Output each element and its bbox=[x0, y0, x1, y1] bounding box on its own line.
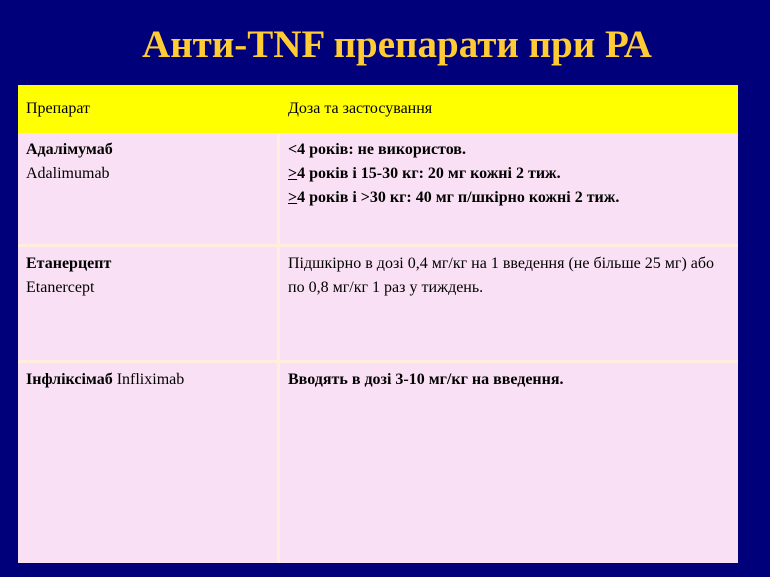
dose-line: <4 років: не використов. bbox=[288, 141, 466, 158]
table-row bbox=[18, 133, 738, 244]
drug-name-ua: Адалімумаб bbox=[26, 141, 113, 158]
dose-cell: Підшкірно в дозі 0,4 мг/кг на 1 введення (не більше 25 мг) або по 0,8 мг/кг 1 раз у тиждень. bbox=[288, 255, 715, 296]
header-drug: Препарат bbox=[26, 100, 90, 117]
drug-name-en: Etanercept bbox=[26, 279, 95, 296]
table-row bbox=[18, 360, 738, 563]
dose-cell bbox=[280, 133, 738, 244]
drug-table bbox=[18, 85, 738, 560]
drug-name-en: Adalimumab bbox=[26, 165, 110, 182]
dose-line: >4 років і >30 кг: 40 мг п/шкірно кожні 2 тиж. bbox=[288, 189, 620, 206]
drug-name-ua: Етанерцепт bbox=[26, 255, 112, 272]
header-dose: Доза та застосування bbox=[288, 100, 433, 117]
dose-text: Вводять в дозі 3-10 мг/кг на введення. bbox=[288, 371, 564, 388]
dose-line: >4 років і 15-30 кг: 20 мг кожні 2 тиж. bbox=[288, 165, 561, 182]
table-row bbox=[18, 244, 738, 363]
table-header-row bbox=[18, 85, 738, 133]
drug-cell bbox=[18, 363, 280, 563]
drug-name-ua: Інфліксімаб bbox=[26, 371, 113, 388]
slide-title: Анти-TNF препарати при РА bbox=[142, 23, 652, 66]
drug-cell bbox=[18, 133, 280, 244]
drug-cell bbox=[18, 247, 280, 363]
drug-name-en: Infliximab bbox=[116, 371, 185, 388]
dose-cell bbox=[280, 363, 738, 563]
